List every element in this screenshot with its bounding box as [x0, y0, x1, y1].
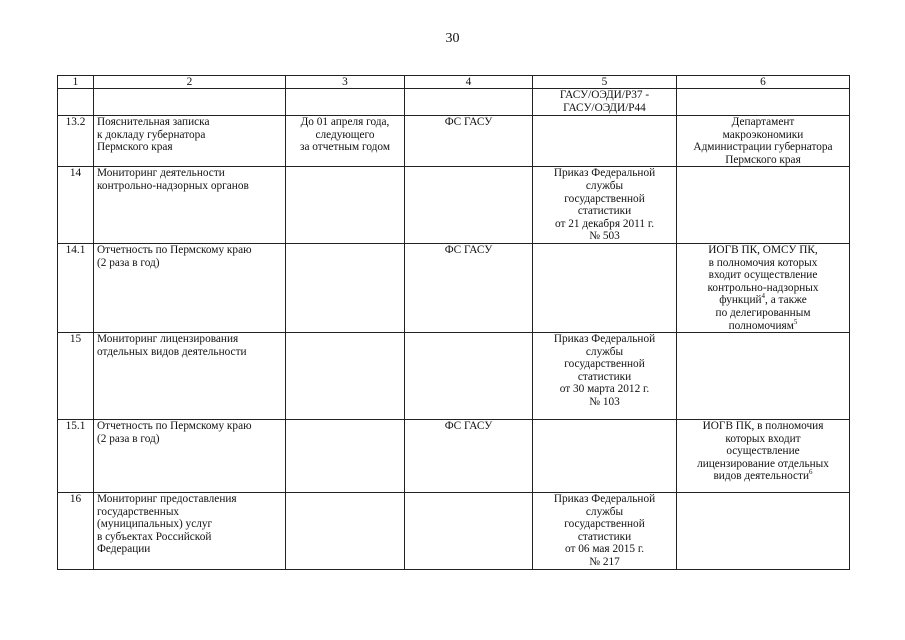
row-responsible: Департамент макроэкономики Администрации губернатора Пермского края	[693, 116, 833, 166]
row-responsible	[680, 420, 846, 483]
column-header-3: 3	[286, 76, 405, 89]
page-number: 30	[445, 31, 460, 46]
row-name: Отчетность по Пермскому краю (2 раза в год)	[97, 243, 252, 269]
row-number: 16	[69, 493, 82, 506]
footnote-marker: 4	[761, 292, 766, 301]
column-header-6: 6	[677, 76, 850, 89]
column-header-5: 5	[533, 76, 677, 89]
row-form: ФС ГАСУ	[444, 420, 493, 433]
table-row	[58, 116, 850, 167]
column-header-4: 4	[405, 76, 533, 89]
row-basis: Приказ Федеральной службы государственной статистики от 06 мая 2015 г. № 217	[553, 493, 656, 569]
row-basis: Приказ Федеральной службы государственной статистики от 21 декабря 2011 г. № 503	[553, 167, 656, 243]
row-name: Мониторинг деятельности контрольно-надзорных органов	[97, 167, 249, 192]
monitoring-table	[57, 75, 850, 570]
row-responsible	[680, 244, 846, 332]
column-header-2: 2	[94, 76, 286, 89]
table-row	[58, 243, 850, 332]
row-name: Пояснительная записка к докладу губернатора Пермского края	[97, 116, 210, 154]
row-number: 15.1	[65, 420, 86, 433]
row-number: 14	[69, 167, 82, 180]
footnote-marker: 6	[809, 468, 813, 477]
responsible-text-tail: , а также по делегированным полномочиям	[715, 294, 811, 332]
responsible-text: ИОГВ ПК, ОМСУ ПК, в полномочия которых входит осуществление контрольно-надзорных функций	[707, 243, 819, 307]
row-form: ФС ГАСУ	[444, 116, 493, 128]
table-row	[58, 420, 850, 493]
row-name: Мониторинг лицензирования отдельных видов деятельности	[97, 333, 247, 358]
row-number: 13.2	[65, 116, 86, 128]
row-deadline: До 01 апреля года, следующего за отчетным годом	[300, 116, 390, 154]
footnote-marker: 5	[793, 317, 798, 326]
table-row	[58, 89, 850, 116]
column-header-1: 1	[58, 76, 94, 89]
table-row	[58, 493, 850, 570]
row-basis: Приказ Федеральной службы государственной статистики от 30 марта 2012 г. № 103	[553, 333, 656, 409]
responsible-text: ИОГВ ПК, в полномочия которых входит осуществление лицензирование отдельных видов деятельности	[697, 420, 829, 483]
table-header-row	[58, 76, 850, 89]
row-name: Мониторинг предоставления государственных (муниципальных) услуг в субъектах Российской Федерации	[97, 493, 237, 556]
table-row	[58, 333, 850, 420]
row-name: Отчетность по Пермскому краю (2 раза в год)	[97, 420, 252, 445]
row-form: ФС ГАСУ	[444, 243, 493, 256]
row-number: 14.1	[65, 243, 86, 256]
table-row	[58, 167, 850, 244]
row-number: 15	[69, 333, 82, 346]
row-basis: ГАСУ/ОЭДИ/Р37 - ГАСУ/ОЭДИ/Р44	[559, 89, 650, 114]
